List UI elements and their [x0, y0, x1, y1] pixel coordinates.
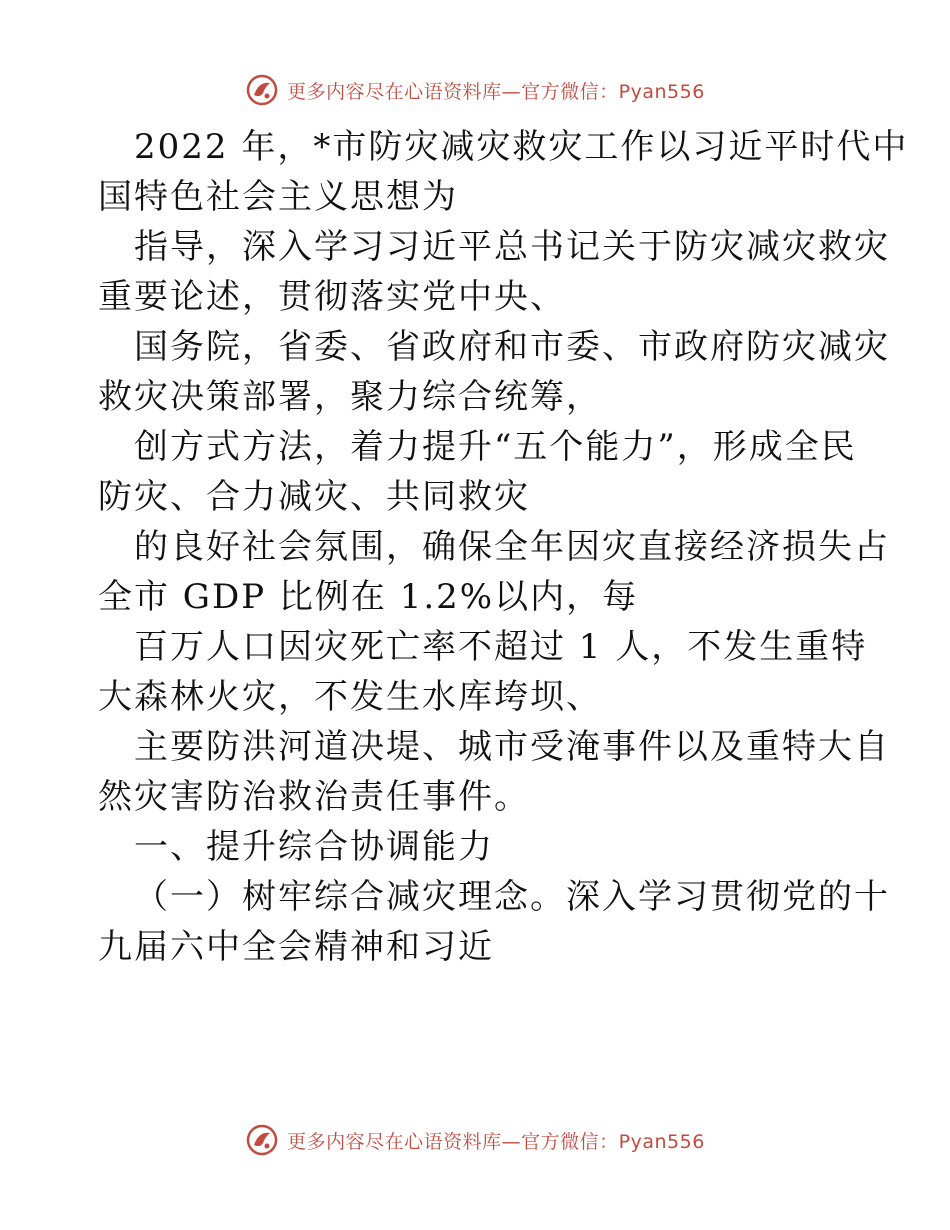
text-line: 主要防洪河道决堤、城市受淹事件以及重特大自	[134, 727, 890, 767]
logo-seal-icon	[245, 1123, 279, 1157]
text-line: 救灾决策部署，聚力综合统筹，	[98, 377, 602, 417]
text-line: （一）树牢综合减灾理念。深入学习贯彻党的十	[134, 877, 890, 917]
text-line: 九届六中全会精神和习近	[98, 927, 494, 967]
watermark-text: 更多内容尽在心语资料库—官方微信：Pyan556	[287, 1130, 705, 1153]
document-body	[98, 122, 909, 972]
text-line: 创方式方法，着力提升“五个能力”，形成全民	[134, 427, 857, 467]
text-line: 防灾、合力减灾、共同救灾	[98, 477, 530, 517]
section-heading: 一、提升综合协调能力	[134, 827, 494, 867]
footer-watermark	[0, 1120, 950, 1160]
text-line: 重要论述，贯彻落实党中央、	[98, 277, 566, 317]
text-line: 国务院，省委、省政府和市委、市政府防灾减灾	[134, 327, 890, 367]
text-line: 百万人口因灾死亡率不超过 1 人，不发生重特	[134, 627, 868, 667]
text-line: 然灾害防治救治责任事件。	[98, 777, 530, 817]
text-line: 的良好社会氛围，确保全年因灾直接经济损失占	[134, 527, 890, 567]
text-line: 大森林火灾，不发生水库垮坝、	[98, 677, 602, 717]
text-line: 指导，深入学习习近平总书记关于防灾减灾救灾	[134, 227, 890, 267]
watermark-text: 更多内容尽在心语资料库—官方微信：Pyan556	[287, 80, 705, 103]
logo-seal-icon	[245, 73, 279, 107]
header-watermark	[0, 70, 950, 110]
text-line: 全市 GDP 比例在 1.2%以内，每	[98, 577, 639, 617]
text-line: 2022 年，*市防灾减灾救灾工作以习近平时代中	[134, 127, 909, 167]
text-line: 国特色社会主义思想为	[98, 177, 458, 217]
